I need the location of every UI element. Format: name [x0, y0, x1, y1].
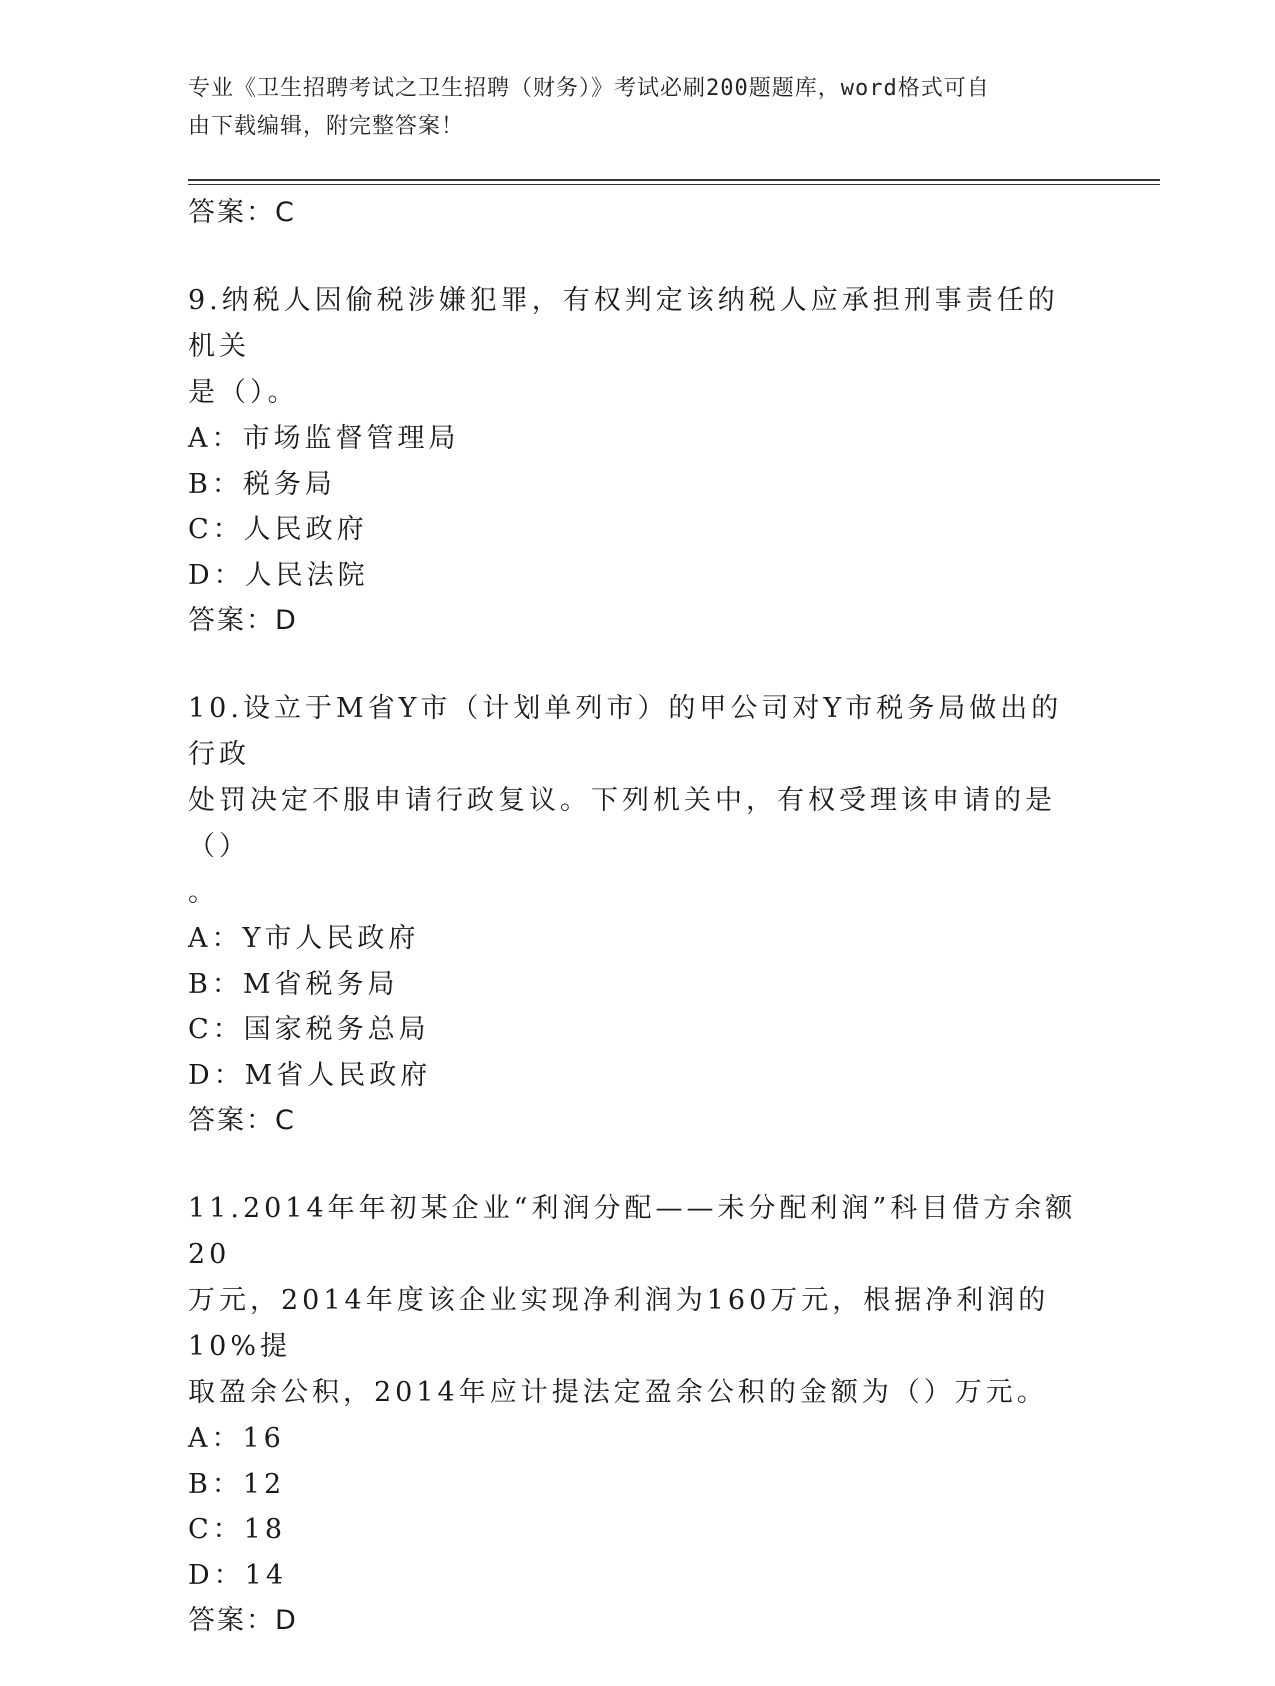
answer: 答案：C — [188, 1105, 296, 1136]
option-a: A：16 — [188, 1423, 285, 1454]
question-text-line: 9.纳税人因偷税涉嫌犯罪，有权判定该纳税人应承担刑事责任的机关 — [188, 285, 1059, 362]
question-text-line: 11.2014年年初某企业“利润分配——未分配利润”科目借方余额20 — [188, 1193, 1077, 1270]
option-d: D：人民法院 — [188, 559, 369, 591]
option-a: A：市场监督管理局 — [188, 423, 460, 454]
previous-answer: 答案：C — [188, 197, 296, 228]
question-text-line: 是（）。 — [188, 377, 299, 408]
option-d: D：M省人民政府 — [188, 1059, 432, 1091]
header-rule-thick — [188, 179, 1160, 181]
answer: 答案：D — [188, 605, 298, 636]
question-text-line: 取盈余公积，2014年应计提法定盈余公积的金额为（）万元。 — [188, 1377, 1048, 1408]
question-11 — [188, 1186, 1088, 1644]
header-line-1: 专业《卫生招聘考试之卫生招聘（财务）》考试必刷200题题库，word格式可自 — [188, 76, 990, 101]
option-a: A：Y市人民政府 — [188, 923, 420, 954]
answer: 答案：D — [188, 1605, 298, 1636]
question-text-line: 处罚决定不服申请行政复议。下列机关中，有权受理该申请的是（） — [188, 785, 1056, 862]
option-c: C：国家税务总局 — [188, 1014, 430, 1045]
document-header — [188, 70, 1068, 146]
question-text-line: 。 — [188, 877, 219, 908]
option-c: C：人民政府 — [188, 514, 368, 545]
question-10 — [188, 686, 1088, 1144]
option-d: D：14 — [188, 1559, 288, 1591]
option-b: B：税务局 — [188, 468, 336, 500]
option-b: B：12 — [188, 1468, 286, 1500]
question-list — [188, 190, 1088, 1686]
option-b: B：M省税务局 — [188, 968, 399, 1000]
question-text-line: 10.设立于M省Y市（计划单列市）的甲公司对Y市税务局做出的行政 — [188, 693, 1063, 770]
header-line-2: 由下载编辑，附完整答案！ — [188, 114, 465, 139]
question-9 — [188, 278, 1088, 644]
option-c: C：18 — [188, 1514, 287, 1545]
header-rule-thin — [188, 184, 1160, 185]
question-text-line: 万元，2014年度该企业实现净利润为160万元，根据净利润的10%提 — [188, 1285, 1050, 1362]
